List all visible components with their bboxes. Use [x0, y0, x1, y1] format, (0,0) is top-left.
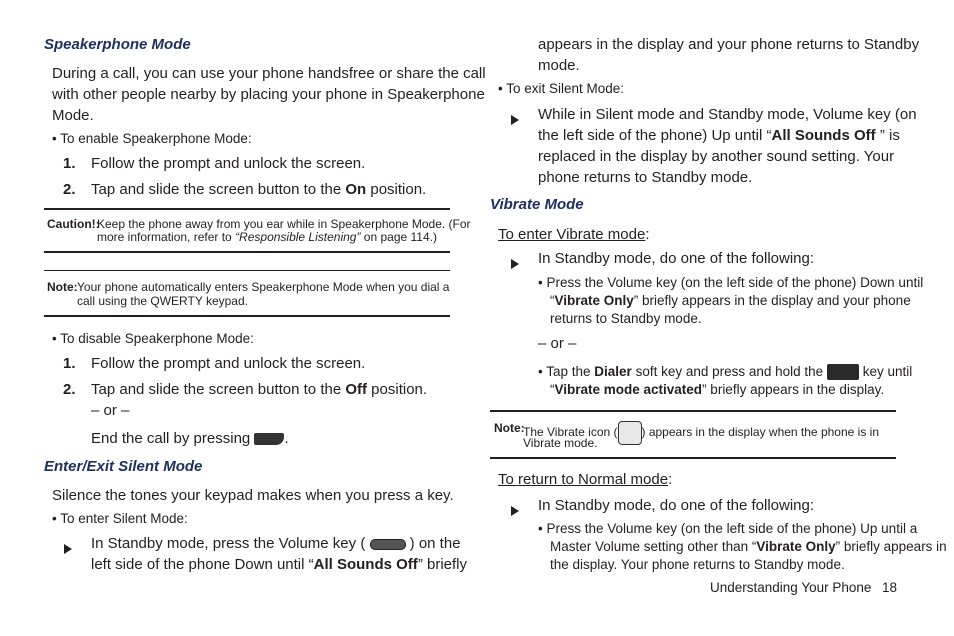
or-separator-1: – or –	[91, 402, 130, 419]
vibrate-bullet-1-line-2: “Vibrate Only” briefly appears in the display and your phone	[550, 293, 911, 308]
all-sounds-off-word-2: All Sounds Off	[771, 127, 876, 144]
exit-line-3: replaced in the display by another sound setting. Your	[538, 148, 895, 165]
on-word: On	[345, 181, 367, 198]
vibrate-mode-heading: Vibrate Mode	[490, 196, 584, 213]
exit-silent-bullet: • To exit Silent Mode:	[498, 81, 625, 96]
vibrate-bullet-2-line-2: “Vibrate mode activated” briefly appears in the display.	[550, 382, 885, 397]
end-call-text: End the call by pressing .	[91, 430, 289, 447]
or-separator-2: – or –	[538, 335, 577, 352]
vibrate-icon	[618, 421, 642, 445]
silent-cont-line-1: appears in the display and your phone returns to Standby	[538, 36, 920, 53]
caution-top-rule	[44, 208, 450, 210]
vibrate-note-line-1: The Vibrate icon ( ) appears in the display when the phone is in	[523, 421, 879, 445]
dialer-word: Dialer	[594, 364, 632, 379]
speaker-intro-line-3: Mode.	[52, 107, 94, 124]
return-step-arrow-icon	[511, 503, 519, 521]
vibrate-note-label: Note:	[494, 421, 525, 435]
end-key-icon	[254, 433, 284, 445]
vibrate-note-line-2: Vibrate mode.	[523, 436, 598, 450]
vibrate-note-top-rule	[490, 410, 896, 412]
vibrate-bullet-2-line-1: • Tap the Dialer soft key and press and hold the key until	[538, 364, 913, 379]
caution-line-2: more information, refer to “Responsible Listening” on page 114.)	[97, 230, 437, 244]
caution-line-1: Keep the phone away from you ear while in Speakerphone Mode. (For	[97, 217, 471, 231]
silent-intro: Silence the tones your keypad makes when you press a key.	[52, 487, 454, 504]
caution-label: Caution!:	[47, 217, 100, 231]
vibrate-bullet-1-line-3: returns to Standby mode.	[550, 311, 702, 326]
disable-step-2-number: 2.	[63, 381, 76, 398]
footer-page-number: 18	[882, 580, 898, 595]
vibrate-bullet-1-line-1: • Press the Volume key (on the left side of the phone) Down until	[538, 275, 924, 290]
vibrate-step-arrow-icon	[511, 256, 519, 274]
vibrate-only-word-2: Vibrate Only	[756, 539, 836, 554]
silent-mode-heading: Enter/Exit Silent Mode	[44, 458, 203, 475]
off-word: Off	[345, 381, 368, 398]
disable-step-1-number: 1.	[63, 355, 76, 372]
exit-line-1: While in Silent mode and Standby mode, Volume key (on	[538, 106, 917, 123]
disable-step-2-text: Tap and slide the screen button to the Off position.	[91, 381, 428, 398]
return-standby-text: In Standby mode, do one of the following:	[538, 497, 815, 514]
disable-speaker-bullet: • To disable Speakerphone Mode:	[52, 331, 254, 346]
disable-step-1-text: Follow the prompt and unlock the screen.	[91, 355, 366, 372]
return-bullet-line-3: the display. Your phone returns to Standby mode.	[550, 557, 845, 572]
caution-bottom-rule	[44, 251, 450, 253]
pound-key-icon	[827, 364, 859, 380]
silent-step-line-2: left side of the phone Down until “All Sounds Off” briefly	[91, 556, 467, 573]
note-line-2: call using the QWERTY keypad.	[77, 294, 248, 308]
exit-step-arrow-icon	[511, 112, 519, 130]
exit-line-4: phone returns to Standby mode.	[538, 169, 753, 186]
enable-speaker-bullet: • To enable Speakerphone Mode:	[52, 131, 252, 146]
speaker-intro-line-1: During a call, you can use your phone handsfree or share the call	[52, 65, 486, 82]
vibrate-only-word: Vibrate Only	[554, 293, 634, 308]
vibrate-note-bottom-rule	[490, 457, 896, 459]
step-2-text: Tap and slide the screen button to the On position.	[91, 181, 427, 198]
step-2-number: 2.	[63, 181, 76, 198]
volume-key-icon	[370, 539, 406, 550]
note-label: Note:	[47, 280, 78, 294]
note-top-rule	[44, 270, 450, 271]
all-sounds-off-word: All Sounds Off	[313, 556, 418, 573]
silent-cont-line-2: mode.	[538, 57, 580, 74]
return-normal-label: To return to Normal mode:	[498, 471, 673, 488]
exit-line-2: the left side of the phone) Up until “All Sounds Off ” is	[538, 127, 900, 144]
return-bullet-line-1: • Press the Volume key (on the left side of the phone) Up until a	[538, 521, 918, 536]
note-line-1: Your phone automatically enters Speakerphone Mode when you dial a	[77, 280, 450, 294]
step-1-text: Follow the prompt and unlock the screen.	[91, 155, 366, 172]
enter-silent-bullet: • To enter Silent Mode:	[52, 511, 188, 526]
note-bottom-rule	[44, 315, 450, 317]
speaker-intro-line-2: with other people nearby by placing your phone in Speakerphone	[52, 86, 485, 103]
speakerphone-heading: Speakerphone Mode	[44, 36, 191, 53]
footer-section-title: Understanding Your Phone	[710, 580, 872, 595]
vibrate-standby-text: In Standby mode, do one of the following:	[538, 250, 815, 267]
enter-vibrate-label: To enter Vibrate mode:	[498, 226, 650, 243]
responsible-listening-ref: “Responsible Listening”	[235, 230, 361, 244]
silent-step-line-1: In Standby mode, press the Volume key ( ) on the	[91, 535, 461, 552]
return-bullet-line-2: Master Volume setting other than “Vibrate Only” briefly appears in	[550, 539, 947, 554]
step-1-number: 1.	[63, 155, 76, 172]
silent-step-arrow-icon	[64, 541, 72, 559]
vibrate-mode-activated-word: Vibrate mode activated	[554, 382, 703, 397]
